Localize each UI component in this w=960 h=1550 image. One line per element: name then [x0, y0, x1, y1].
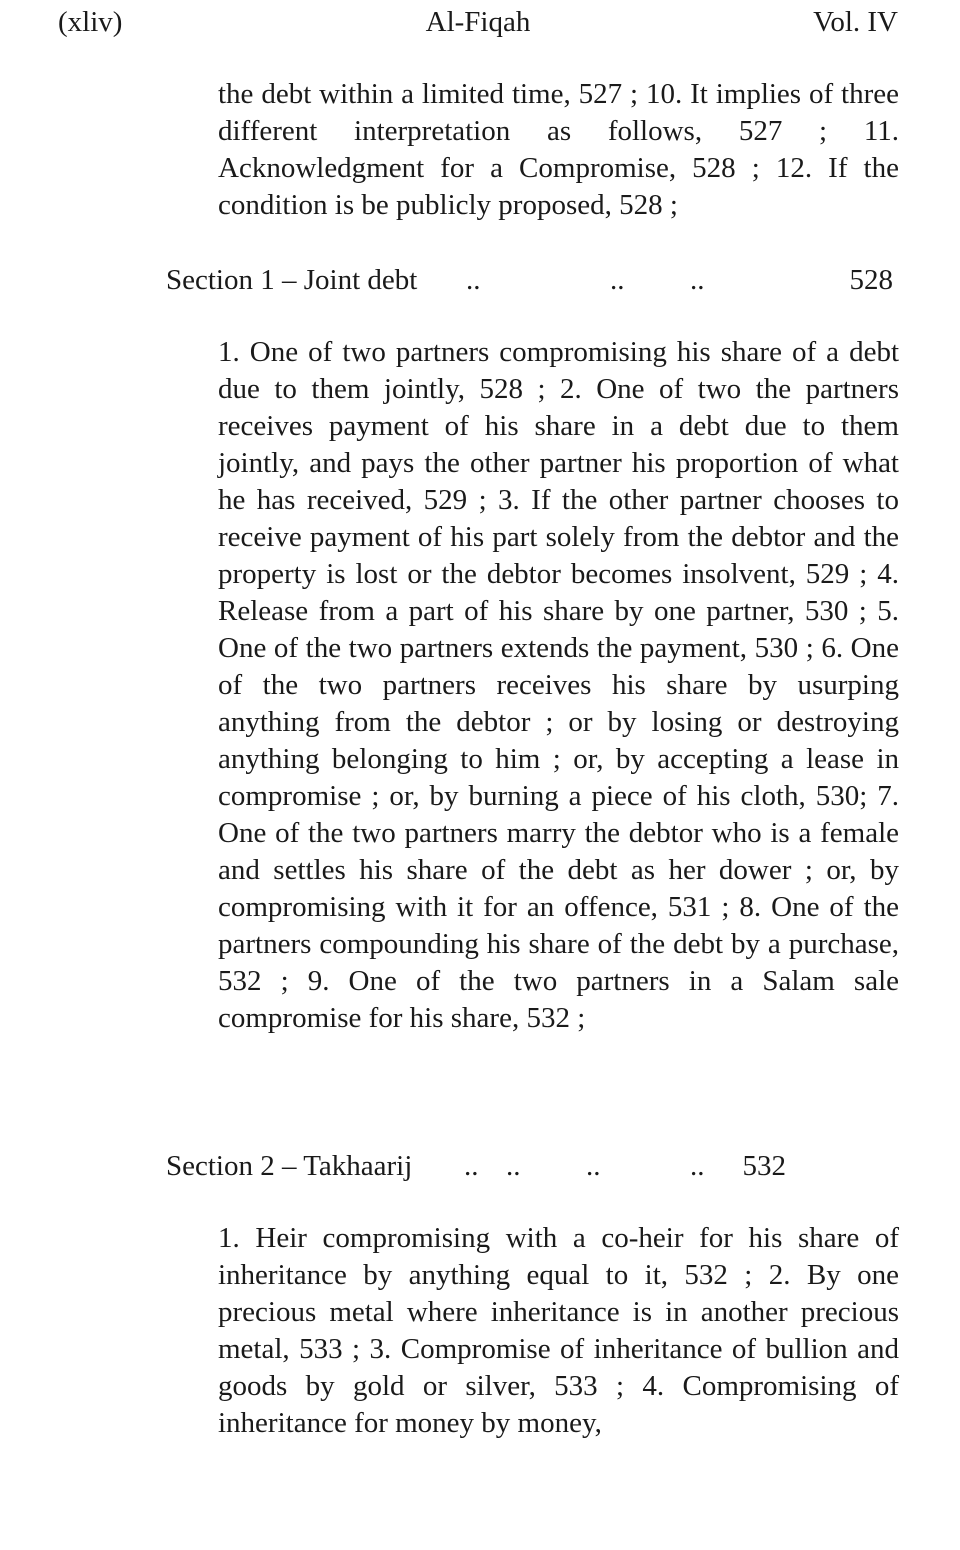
section-heading-2	[166, 1148, 786, 1184]
section-page-number: 532	[742, 1150, 786, 1182]
section-2-paragraph: 1. Heir compromising with a co-heir for his share of inheritance by anything equal to it, 532 ; 2. By one precious metal where inheritance is in another precious metal, 533 ; 3. Compromise of inheritance of bullion and goods by gold or silver, 533 ; 4. Compromising of inheritance for money by money,	[218, 1222, 899, 1439]
page-header	[58, 4, 898, 44]
intro-paragraph: the debt within a limited time, 527 ; 10. It implies of three different interpretation as follows, 527 ; 11. Acknowledgment for a Compromise, 528 ; 12. If the condition is be publicly proposed, 528 ;	[218, 78, 899, 221]
section-1-paragraph: 1. One of two partners compromising his share of a debt due to them jointly, 528 ; 2. One of two the partners receives payment of his share in a debt due to them jointly, and pays the other partner his proportion of what he has received, 529 ; 3. If the other partner chooses to receive payment of his part solely from the debtor and the property is lost or the debtor becomes insolvent, 529 ; 4. Release from a part of his share by one partner, 530 ; 5. One of the two partners extends the payment, 530 ; 6. One of the two partners receives his share by usurping anything from the debtor ; or by losing or destroying anything belonging to him ; or, by accepting a lease in compromise ; or, by burning a piece of his cloth, 530; 7. One of the two partners marry the debtor who is a female and settles his share of the debt as her dower ; or, by compromising with it for an offence, 531 ; 8. One of the partners compounding his share of the debt by a purchase, 532 ; 9. One of the two partners in a Salam sale compromise for his share, 532 ;	[218, 336, 899, 1034]
book-title: Al-Fiqah	[425, 6, 531, 38]
dot-leader: ..	[690, 1150, 705, 1182]
dot-leader: ..	[506, 1150, 521, 1182]
dot-leader: ..	[466, 264, 481, 296]
dot-leader: ..	[464, 1150, 479, 1182]
section-title: Section 1 – Joint debt	[166, 264, 418, 296]
dot-leader: ..	[690, 264, 705, 296]
page-number: (xliv)	[58, 6, 123, 38]
dot-leader: ..	[610, 264, 625, 296]
dot-leader: ..	[586, 1150, 601, 1182]
section-title: Section 2 – Takhaarij	[166, 1150, 413, 1182]
section-page-number: 528	[849, 264, 893, 296]
volume-label: Vol. IV	[813, 6, 898, 38]
section-heading-1	[166, 262, 893, 298]
